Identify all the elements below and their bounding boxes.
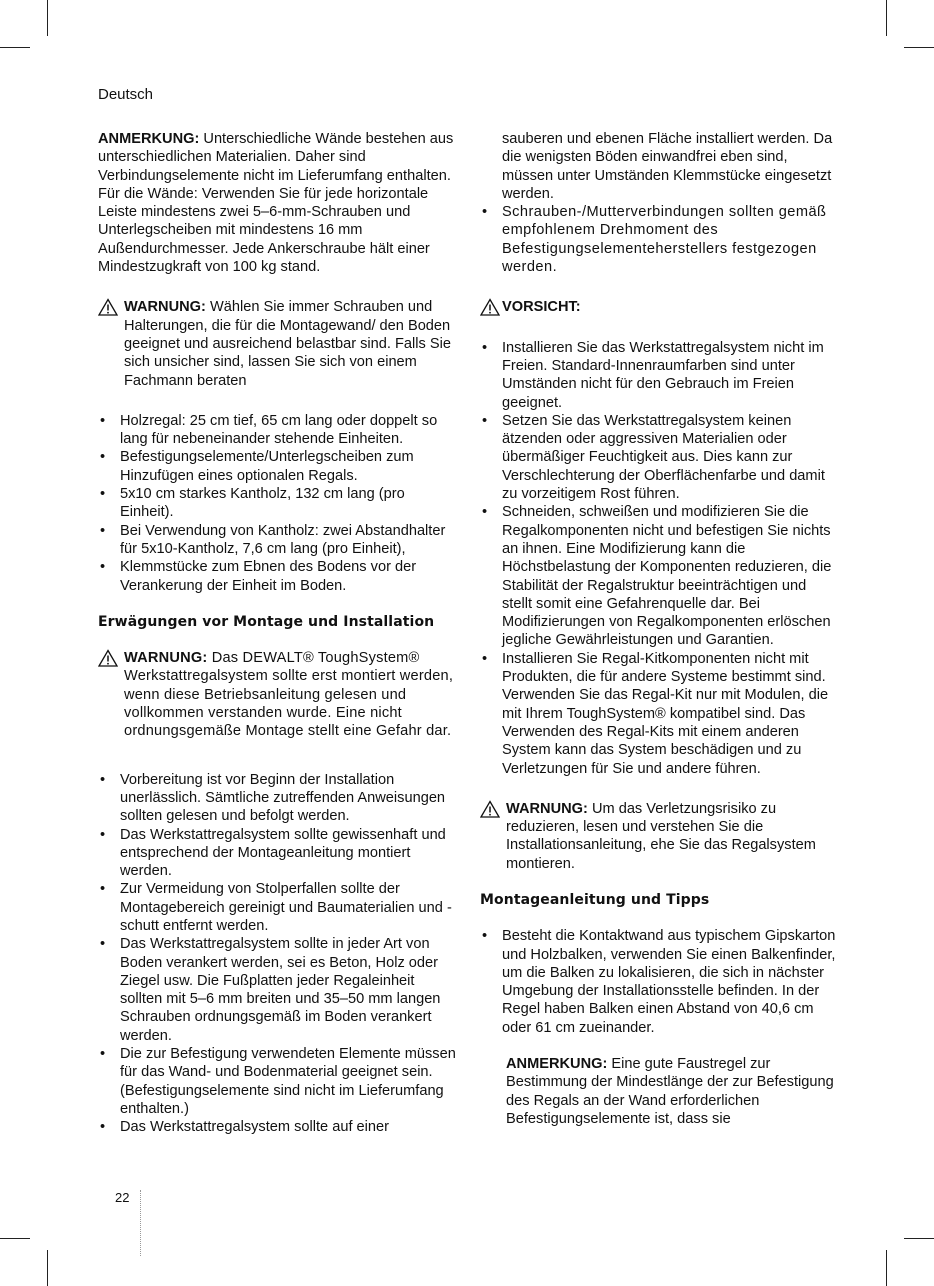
requirements-list [98, 412, 460, 595]
note-label: ANMERKUNG: [98, 131, 200, 147]
list-item: • 5x10 cm starkes Kantholz, 132 cm lang (pro Einheit). [98, 485, 460, 522]
note-paragraph [98, 130, 460, 276]
warning-label: WARNUNG: [124, 650, 208, 667]
torque-list [480, 203, 840, 276]
warning-text: Wählen Sie immer Schrauben und Halterungen, die für die Montagewand/ den Boden geeignet und ausreichend belastbar sind. Falls Sie sich unsicher sind, lassen Sie sich von einem Fachmann beraten [124, 299, 451, 389]
caution-list [480, 339, 840, 778]
crop-mark [47, 1250, 48, 1286]
list-item: • Schneiden, schweißen und modifizieren Sie die Regalkomponenten nicht und befestigen Sie nichts an ihnen. Eine Modifizierung kann die Höchstbelastung der Komponenten reduzieren, die Stabilität der Regalstruktur beeinträchtigen und stellt somit eine Gefahrenquelle dar. Bei Modifizierungen von Regalkomponenten erlöschen jegliche Gewährleistungen und Garantien. [480, 503, 840, 649]
crop-mark [0, 1238, 30, 1239]
warning-text: Um das Verletzungsrisiko zu reduzieren, lesen und verstehen Sie die Installationsanleitung, ehe Sie das Regalsystem montieren. [506, 800, 816, 872]
note-text: Eine gute Faustregel zur Bestimmung der Mindestlänge der zur Befestigung des Regals an der Wand erforderlichen Befestigungselemente ist, dass sie [506, 1056, 834, 1127]
page-divider [140, 1190, 141, 1256]
section-heading: Montageanleitung und Tipps [480, 891, 710, 908]
caution-label: VORSICHT: [502, 299, 581, 316]
warning-label: WARNUNG: [506, 800, 588, 817]
list-item: • Das Werkstattregalsystem sollte auf einer [98, 1118, 460, 1136]
left-column [98, 130, 460, 1137]
crop-mark [47, 0, 48, 36]
list-item: • Klemmstücke zum Ebnen des Bodens vor der Verankerung der Einheit im Boden. [98, 558, 460, 595]
list-item: • Das Werkstattregalsystem sollte in jeder Art von Boden verankert werden, sei es Beton, Holz oder Ziegel usw. Die Fußplatten jeder Regaleinheit sollten mit 5–6 mm breiten und 35–50 mm langen Schrauben ordnungsgemäß im Boden verankert werden. [98, 935, 460, 1045]
crop-mark [886, 1250, 887, 1286]
language-label: Deutsch [98, 86, 154, 103]
section-heading: Erwägungen vor Montage und Installation [98, 613, 435, 630]
list-item: • Bei Verwendung von Kantholz: zwei Abstandhalter für 5x10-Kantholz, 7,6 cm lang (pro Einheit), [98, 522, 460, 559]
list-item: • Besteht die Kontaktwand aus typischem Gipskarton und Holzbalken, verwenden Sie einen Balkenfinder, um die Balken zu lokalisieren, die sich in nächster Umgebung der Installationsstelle befinden. In der Regel haben Balken einen Abstand von 40,6 cm oder 61 cm zueinander. [480, 927, 840, 1037]
continued-paragraph: sauberen und ebenen Fläche installiert werden. Da die wenigsten Böden einwandfrei eben sind, müssen unter Umständen Klemmstücke eingesetzt werden. [502, 131, 833, 202]
list-item: • Die zur Befestigung verwendeten Elemente müssen für das Wand- und Bodenmaterial geeignet sein. (Befestigungselemente sind nicht im Lieferumfang enthalten.) [98, 1045, 460, 1118]
instructions-list [480, 927, 840, 1037]
warning-block [98, 298, 460, 389]
note-text: Unterschiedliche Wände bestehen aus unterschiedlichen Materialien. Daher sind Verbindungselemente nicht im Lieferumfang enthalten. Für die Wände: Verwenden Sie für jede horizontale Leiste mindestens zwei 5–6-mm-Schrauben und Unterlegscheiben mit mindestens 16 mm Außendurchmesser. Jede Ankerschraube hält einer Mindestzugkraft von 100 kg stand. [98, 131, 454, 276]
crop-mark [904, 47, 934, 48]
caution-block [480, 298, 840, 316]
list-item: • Das Werkstattregalsystem sollte gewissenhaft und entsprechend der Montageanleitung montiert werden. [98, 826, 460, 881]
list-item: • Vorbereitung ist vor Beginn der Installation unerlässlich. Sämtliche zutreffenden Anweisungen sollten gelesen und befolgt werden. [98, 771, 460, 826]
list-item: • Installieren Sie Regal-Kitkomponenten nicht mit Produkten, die für andere Systeme bestimmt sind. Verwenden Sie das Regal-Kit nur mit Modulen, die mit Ihrem ToughSystem® kompatibel sind. Das Verwenden des Regal-Kits mit einem anderen System kann das System beschädigen und zu Verletzungen für Sie und andere führen. [480, 650, 840, 778]
warning-triangle-icon [480, 800, 500, 818]
warning-triangle-icon [98, 298, 118, 316]
warning-block [98, 649, 460, 740]
preparation-list [98, 771, 460, 1137]
list-item: • Befestigungselemente/Unterlegscheiben zum Hinzufügen eines optionalen Regals. [98, 448, 460, 485]
right-column [480, 130, 840, 1128]
list-item: • Holzregal: 25 cm tief, 65 cm lang oder doppelt so lang für nebeneinander stehende Einheiten. [98, 412, 460, 449]
warning-block [480, 800, 840, 873]
page-number: 22 [115, 1190, 130, 1205]
crop-mark [0, 47, 30, 48]
warning-triangle-icon [480, 298, 500, 316]
list-item: • Schrauben-/Mutterverbindungen sollten gemäß empfohlenem Drehmoment des Befestigungselementeherstellers festgezogen werden. [480, 203, 840, 276]
warning-label: WARNUNG: [124, 299, 206, 316]
warning-text: Das DEWALT® ToughSystem® Werkstattregalsystem sollte erst montiert werden, wenn diese Betriebsanleitung gelesen und vollkommen verstanden wurde. Eine nicht ordnungsgemäße Montage stellt eine Gefahr dar. [124, 650, 454, 740]
list-item: • Installieren Sie das Werkstattregalsystem nicht im Freien. Standard-Innenraumfarben sind unter Umständen nicht für den Gebrauch im Freien geeignet. [480, 339, 840, 412]
crop-mark [904, 1238, 934, 1239]
list-item: • Setzen Sie das Werkstattregalsystem keinen ätzenden oder aggressiven Materialien oder übermäßiger Feuchtigkeit aus. Dies kann zur Verschlechterung der Oberflächenfarbe und damit zu vorzeitigem Rost führen. [480, 412, 840, 503]
list-item: • Zur Vermeidung von Stolperfallen sollte der Montagebereich gereinigt und Baumaterialien und -schutt entfernt werden. [98, 880, 460, 935]
note-paragraph [480, 1055, 840, 1128]
crop-mark [886, 0, 887, 36]
warning-triangle-icon [98, 649, 118, 667]
note-label: ANMERKUNG: [506, 1056, 608, 1073]
